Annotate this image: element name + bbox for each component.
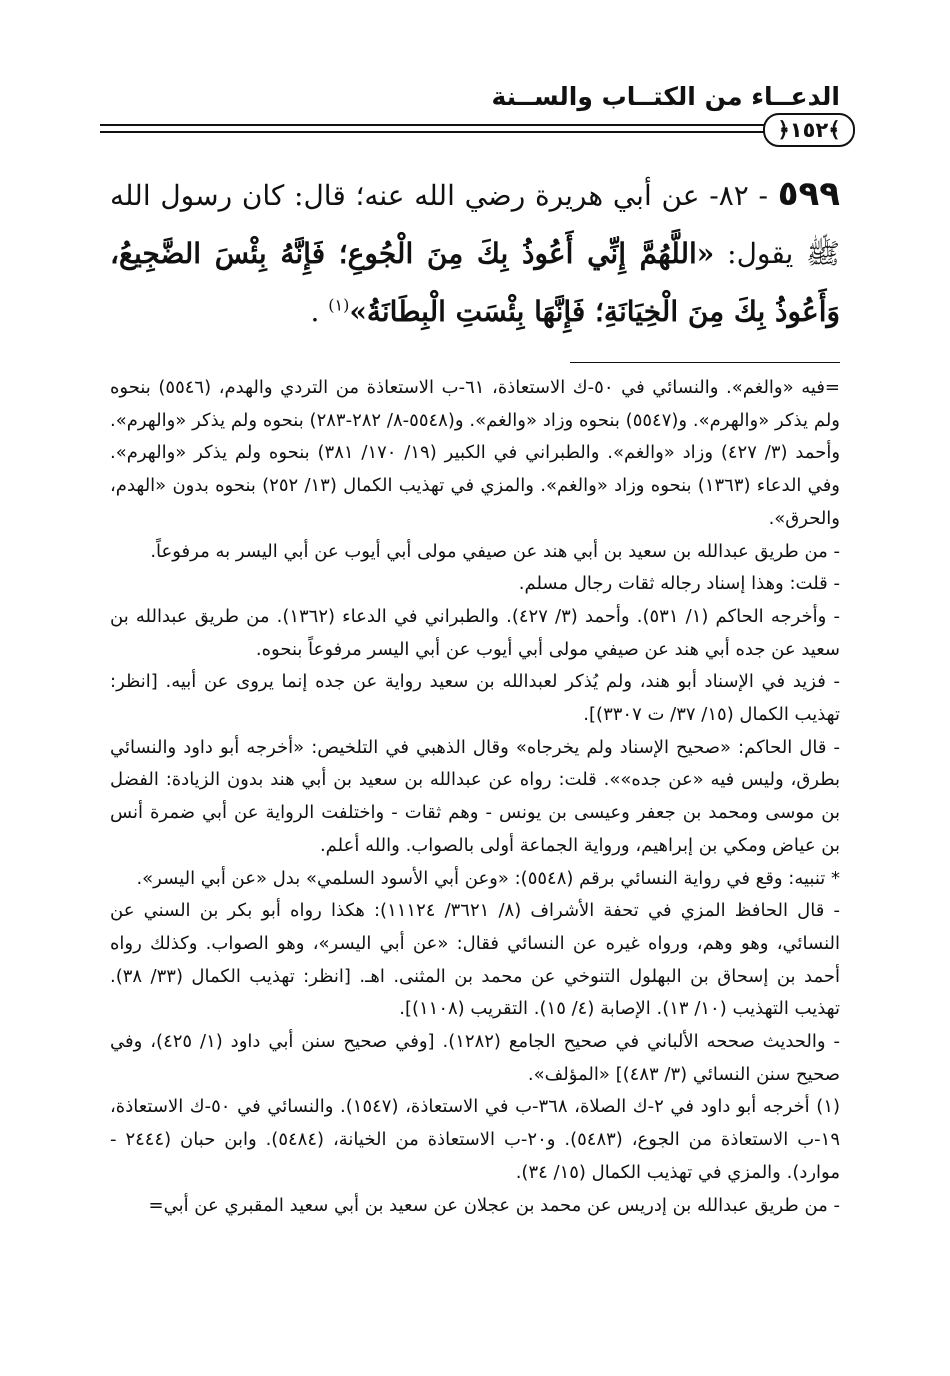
hadith-text (110, 165, 840, 341)
footnote-ref: (١) (328, 295, 350, 315)
footnote-paragraph: - قال الحافظ المزي في تحفة الأشراف (٨/ ٣٦٢١/ ١١١٢٤): هكذا رواه أبو بكر بن السني عن النسائي، وهو وهم، ورواه غيره عن النسائي فقال: «عن أبي اليسر»، وهو الصواب. وكذلك رواه أحمد بن إسحاق بن البهلول التنوخي عن محمد بن المثنى. اهـ. [انظر: تهذيب الكمال (٣٣/ ٣٨). تهذيب التهذيب (١٠/ ١٣). الإصابة (٤/ ١٥). التقريب (١١٠٨)]. (110, 900, 840, 1020)
footnote-paragraph: - من طريق عبدالله بن سعيد بن أبي هند عن صيفي مولى أبي أيوب عن أبي اليسر به مرفوعاً. (150, 540, 840, 562)
page-number: ﴿١٥٢﴾ (763, 113, 855, 147)
footnote-separator (570, 362, 840, 363)
footnote-paragraph: =فيه «والغم». والنسائي في ٥٠-ك الاستعاذة، ٦١-ب الاستعاذة من التردي والهدم، (٥٥٤٦) بنحوه ولم يذكر «والهرم». و(٥٥٤٧) بنحوه وزاد «والغم». و(٥٥٤٨-٨/ ٢٨٢-٢٨٣) بنحوه ولم يذكر «والهرم». وأحمد (٣/ ٤٢٧) وزاد «والغم». والطبراني في الكبير (١٩/ ١٧٠/ ٣٨١) بنحوه ولم يذكر «والهرم». وفي الدعاء (١٣٦٣) بنحوه وزاد «والغم». والمزي في تهذيب الكمال (١٣/ ٢٥٢) بنحوه بدون «الهدم، والحرق». (110, 377, 841, 529)
hadith-end: . (310, 295, 320, 328)
header-rule (100, 124, 830, 133)
footnote-paragraph: - قلت: وهذا إسناد رجاله ثقات رجال مسلم. (518, 573, 840, 595)
hadith-number: ٥٩٩ (777, 174, 840, 214)
footnote-paragraph: - فزيد في الإسناد أبو هند، ولم يُذكر لعبدالله بن سعيد رواية عن جده إنما يروى عن أبيه. [انظر: تهذيب الكمال (١٥/ ٣٧/ ت ٣٣٠٧)]. (110, 671, 840, 726)
footnote-paragraph: - قال الحاكم: «صحيح الإسناد ولم يخرجاه» وقال الذهبي في التلخيص: «أخرجه أبو داود والنسائي بطرق، وليس فيه «عن جده»». قلت: رواه عن عبدالله بن سعيد بن أبي هند بدون الزيادة: الفضل بن موسى ومحمد بن جعفر وعيسى بن يونس - وهم ثقات - واختلفت الرواية عن أبي ضمرة أنس بن عياض ومكي بن إبراهيم، ورواية الجماعة أولى بالصواب. والله أعلم. (110, 736, 840, 856)
running-title: الدعــاء من الكتــاب والســنة (491, 82, 840, 111)
footnote-paragraph: * تنبيه: وقع في رواية النسائي برقم (٥٥٤٨): «وعن أبي الأسود السلمي» بدل «عن أبي اليسر». (136, 867, 840, 889)
hadith-quote: «اللَّهُمَّ إِنِّي أَعُوذُ بِكَ مِنَ الْجُوعِ؛ فَإِنَّهُ بِئْسَ الضَّجِيعُ، وَأَعُوذُ بِكَ مِنَ الْخِيَانَةِ؛ فَإِنَّهَا بِئْسَتِ الْبِطَانَةُ» (110, 237, 840, 328)
footnotes (110, 372, 840, 1222)
footnote-paragraph: - والحديث صححه الألباني في صحيح الجامع (١٢٨٢). [وفي صحيح سنن أبي داود (١/ ٤٢٥)، وفي صحيح سنن النسائي (٣/ ٤٨٣)] «المؤلف». (110, 1031, 840, 1085)
footnote-paragraph: - وأخرجه الحاكم (١/ ٥٣١). وأحمد (٣/ ٤٢٧). والطبراني في الدعاء (١٣٦٢). من طريق عبدالله بن سعيد عن جده أبي هند عن صيفي مولى أبي أيوب عن أبي اليسر مرفوعاً بنحوه. (110, 605, 840, 660)
footnote-paragraph: (١) أخرجه أبو داود في ٢-ك الصلاة، ٣٦٨-ب في الاستعاذة، (١٥٤٧). والنسائي في ٥٠-ك الاستعاذة، ١٩-ب الاستعاذة من الجوع، (٥٤٨٣). و٢٠-ب الاستعاذة من الخيانة، (٥٤٨٤). وابن حبان (٢٤٤٤ - موارد). والمزي في تهذيب الكمال (١٥/ ٣٤). (110, 1096, 841, 1183)
hadith-intro: - ٨٢- عن أبي هريرة رضي الله عنه؛ قال: كان رسول الله ﷺ يقول: (110, 179, 840, 270)
footnote-paragraph: - من طريق عبدالله بن إدريس عن محمد بن عجلان عن سعيد بن أبي سعيد المقبري عن أبي= (148, 1194, 840, 1216)
